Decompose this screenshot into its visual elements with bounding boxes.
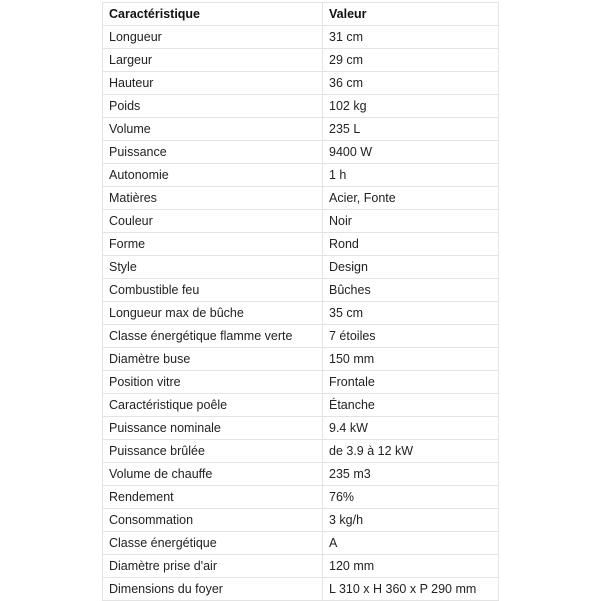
value-cell: 9400 W [323, 141, 499, 164]
value-cell: Rond [323, 233, 499, 256]
table-row [103, 578, 499, 601]
value-cell: Bûches [323, 279, 499, 302]
value-cell: 1 h [323, 164, 499, 187]
table-row [103, 440, 499, 463]
table-row [103, 532, 499, 555]
value-cell: 120 mm [323, 555, 499, 578]
value-cell: 102 kg [323, 95, 499, 118]
characteristic-cell: Rendement [103, 486, 323, 509]
table-header-row [103, 3, 499, 26]
value-cell: 36 cm [323, 72, 499, 95]
characteristic-cell: Matières [103, 187, 323, 210]
characteristic-cell: Autonomie [103, 164, 323, 187]
table-row [103, 256, 499, 279]
table-body [103, 26, 499, 601]
value-cell: A [323, 532, 499, 555]
value-cell: 29 cm [323, 49, 499, 72]
characteristic-cell: Largeur [103, 49, 323, 72]
characteristic-cell: Longueur [103, 26, 323, 49]
table-row [103, 164, 499, 187]
characteristic-cell: Style [103, 256, 323, 279]
characteristic-cell: Dimensions du foyer [103, 578, 323, 601]
characteristic-cell: Classe énergétique [103, 532, 323, 555]
table-row [103, 279, 499, 302]
table-row [103, 348, 499, 371]
value-cell: 150 mm [323, 348, 499, 371]
characteristic-cell: Puissance brûlée [103, 440, 323, 463]
value-cell: 235 L [323, 118, 499, 141]
value-cell: L 310 x H 360 x P 290 mm [323, 578, 499, 601]
specs-table [102, 2, 499, 601]
value-cell: 7 étoiles [323, 325, 499, 348]
characteristic-cell: Puissance [103, 141, 323, 164]
table-row [103, 72, 499, 95]
table-row [103, 302, 499, 325]
table-row [103, 141, 499, 164]
characteristic-cell: Longueur max de bûche [103, 302, 323, 325]
table-row [103, 325, 499, 348]
table-row [103, 26, 499, 49]
characteristic-cell: Consommation [103, 509, 323, 532]
value-cell: 235 m3 [323, 463, 499, 486]
value-cell: Étanche [323, 394, 499, 417]
value-cell: 35 cm [323, 302, 499, 325]
value-cell: 3 kg/h [323, 509, 499, 532]
value-cell: 9.4 kW [323, 417, 499, 440]
table-row [103, 555, 499, 578]
table-row [103, 509, 499, 532]
header-value: Valeur [323, 3, 499, 26]
table-row [103, 417, 499, 440]
characteristic-cell: Couleur [103, 210, 323, 233]
value-cell: Frontale [323, 371, 499, 394]
value-cell: de 3.9 à 12 kW [323, 440, 499, 463]
characteristic-cell: Combustible feu [103, 279, 323, 302]
characteristic-cell: Forme [103, 233, 323, 256]
header-characteristic: Caractéristique [103, 3, 323, 26]
value-cell: 76% [323, 486, 499, 509]
characteristic-cell: Hauteur [103, 72, 323, 95]
characteristic-cell: Diamètre prise d'air [103, 555, 323, 578]
value-cell: Noir [323, 210, 499, 233]
characteristic-cell: Position vitre [103, 371, 323, 394]
table-row [103, 95, 499, 118]
table-row [103, 49, 499, 72]
value-cell: Design [323, 256, 499, 279]
table-row [103, 463, 499, 486]
characteristic-cell: Diamètre buse [103, 348, 323, 371]
value-cell: 31 cm [323, 26, 499, 49]
value-cell: Acier, Fonte [323, 187, 499, 210]
characteristic-cell: Poids [103, 95, 323, 118]
characteristic-cell: Classe énergétique flamme verte [103, 325, 323, 348]
characteristic-cell: Caractéristique poêle [103, 394, 323, 417]
table-row [103, 486, 499, 509]
table-row [103, 210, 499, 233]
table-row [103, 187, 499, 210]
characteristic-cell: Puissance nominale [103, 417, 323, 440]
characteristic-cell: Volume [103, 118, 323, 141]
table-row [103, 118, 499, 141]
table-row [103, 394, 499, 417]
specs-table-container [102, 2, 498, 601]
table-row [103, 371, 499, 394]
table-row [103, 233, 499, 256]
characteristic-cell: Volume de chauffe [103, 463, 323, 486]
